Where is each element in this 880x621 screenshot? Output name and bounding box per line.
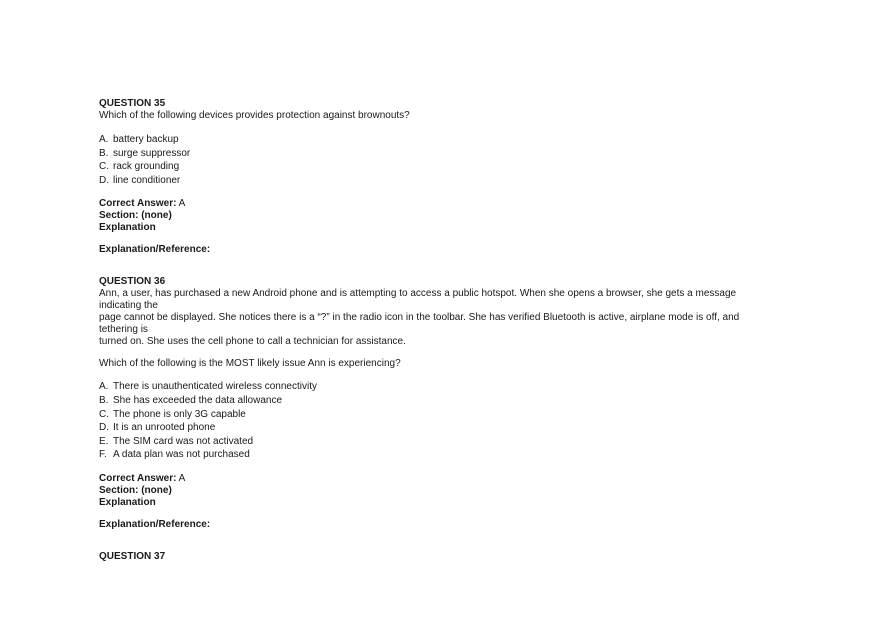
correct-answer-label: Correct Answer: bbox=[99, 472, 177, 484]
option-text: The phone is only 3G capable bbox=[113, 408, 246, 420]
question-stem: Which of the following devices provides protection against brownouts? bbox=[99, 110, 410, 121]
option-text: rack grounding bbox=[113, 161, 180, 173]
option-letter: E. bbox=[99, 435, 109, 447]
option-letter: B. bbox=[99, 147, 109, 159]
correct-answer bbox=[99, 198, 779, 210]
explanation-reference-label: Explanation/Reference: bbox=[99, 244, 211, 256]
section-label: Section: (none) bbox=[99, 484, 172, 496]
option-letter: A. bbox=[99, 381, 109, 393]
option-item bbox=[99, 147, 779, 161]
option-item bbox=[99, 133, 779, 147]
option-letter: D. bbox=[99, 422, 109, 434]
option-letter: C. bbox=[99, 161, 109, 173]
option-letter: D. bbox=[99, 174, 109, 186]
scenario-line: turned on. She uses the cell phone to call a technician for assistance. bbox=[99, 336, 406, 348]
option-text: She has exceeded the data allowance bbox=[113, 394, 283, 406]
option-text: battery backup bbox=[113, 134, 179, 145]
question-heading: QUESTION 36 bbox=[99, 276, 166, 288]
option-text: It is an unrooted phone bbox=[113, 422, 216, 434]
option-text: line conditioner bbox=[113, 174, 181, 186]
option-text: There is unauthenticated wireless connectivity bbox=[113, 381, 317, 393]
correct-answer-label: Correct Answer: bbox=[99, 198, 177, 210]
option-item bbox=[99, 435, 779, 449]
answer-block bbox=[99, 473, 779, 531]
option-letter: A. bbox=[99, 134, 109, 145]
option-item bbox=[99, 448, 779, 462]
option-text: surge suppressor bbox=[113, 147, 191, 159]
option-text: The SIM card was not activated bbox=[113, 435, 254, 447]
option-letter: B. bbox=[99, 394, 109, 406]
document-page bbox=[99, 98, 779, 563]
question-35 bbox=[99, 98, 779, 256]
question-37 bbox=[99, 551, 779, 563]
question-36 bbox=[99, 276, 779, 531]
scenario-line: page cannot be displayed. She notices there is a “?” in the radio icon in the toolbar. She has verified Bluetooth is active, airplane mode is off, and tethering is bbox=[99, 312, 740, 336]
option-letter: C. bbox=[99, 408, 109, 420]
option-text: A data plan was not purchased bbox=[113, 449, 250, 461]
question-stem: Which of the following is the MOST likely issue Ann is experiencing? bbox=[99, 358, 401, 370]
option-item bbox=[99, 421, 779, 435]
question-scenario bbox=[99, 288, 769, 348]
explanation-reference-label: Explanation/Reference: bbox=[99, 518, 211, 530]
question-heading: QUESTION 35 bbox=[99, 98, 166, 109]
option-item bbox=[99, 408, 779, 422]
option-letter: F. bbox=[99, 449, 107, 461]
option-item bbox=[99, 160, 779, 174]
correct-answer-value: A bbox=[178, 472, 186, 484]
scenario-line: Ann, a user, has purchased a new Android phone and is attempting to access a public hotspot. When she opens a browser, she gets a message indicating the bbox=[99, 288, 737, 312]
option-list bbox=[99, 133, 779, 187]
answer-block bbox=[99, 198, 779, 256]
option-list bbox=[99, 380, 779, 462]
explanation-label: Explanation bbox=[99, 222, 156, 234]
explanation-label: Explanation bbox=[99, 496, 156, 508]
question-heading: QUESTION 37 bbox=[99, 550, 166, 562]
correct-answer-value: A bbox=[178, 198, 186, 210]
section-label: Section: (none) bbox=[99, 210, 172, 222]
option-item bbox=[99, 394, 779, 408]
correct-answer bbox=[99, 473, 779, 485]
option-item bbox=[99, 380, 779, 394]
option-item bbox=[99, 174, 779, 188]
